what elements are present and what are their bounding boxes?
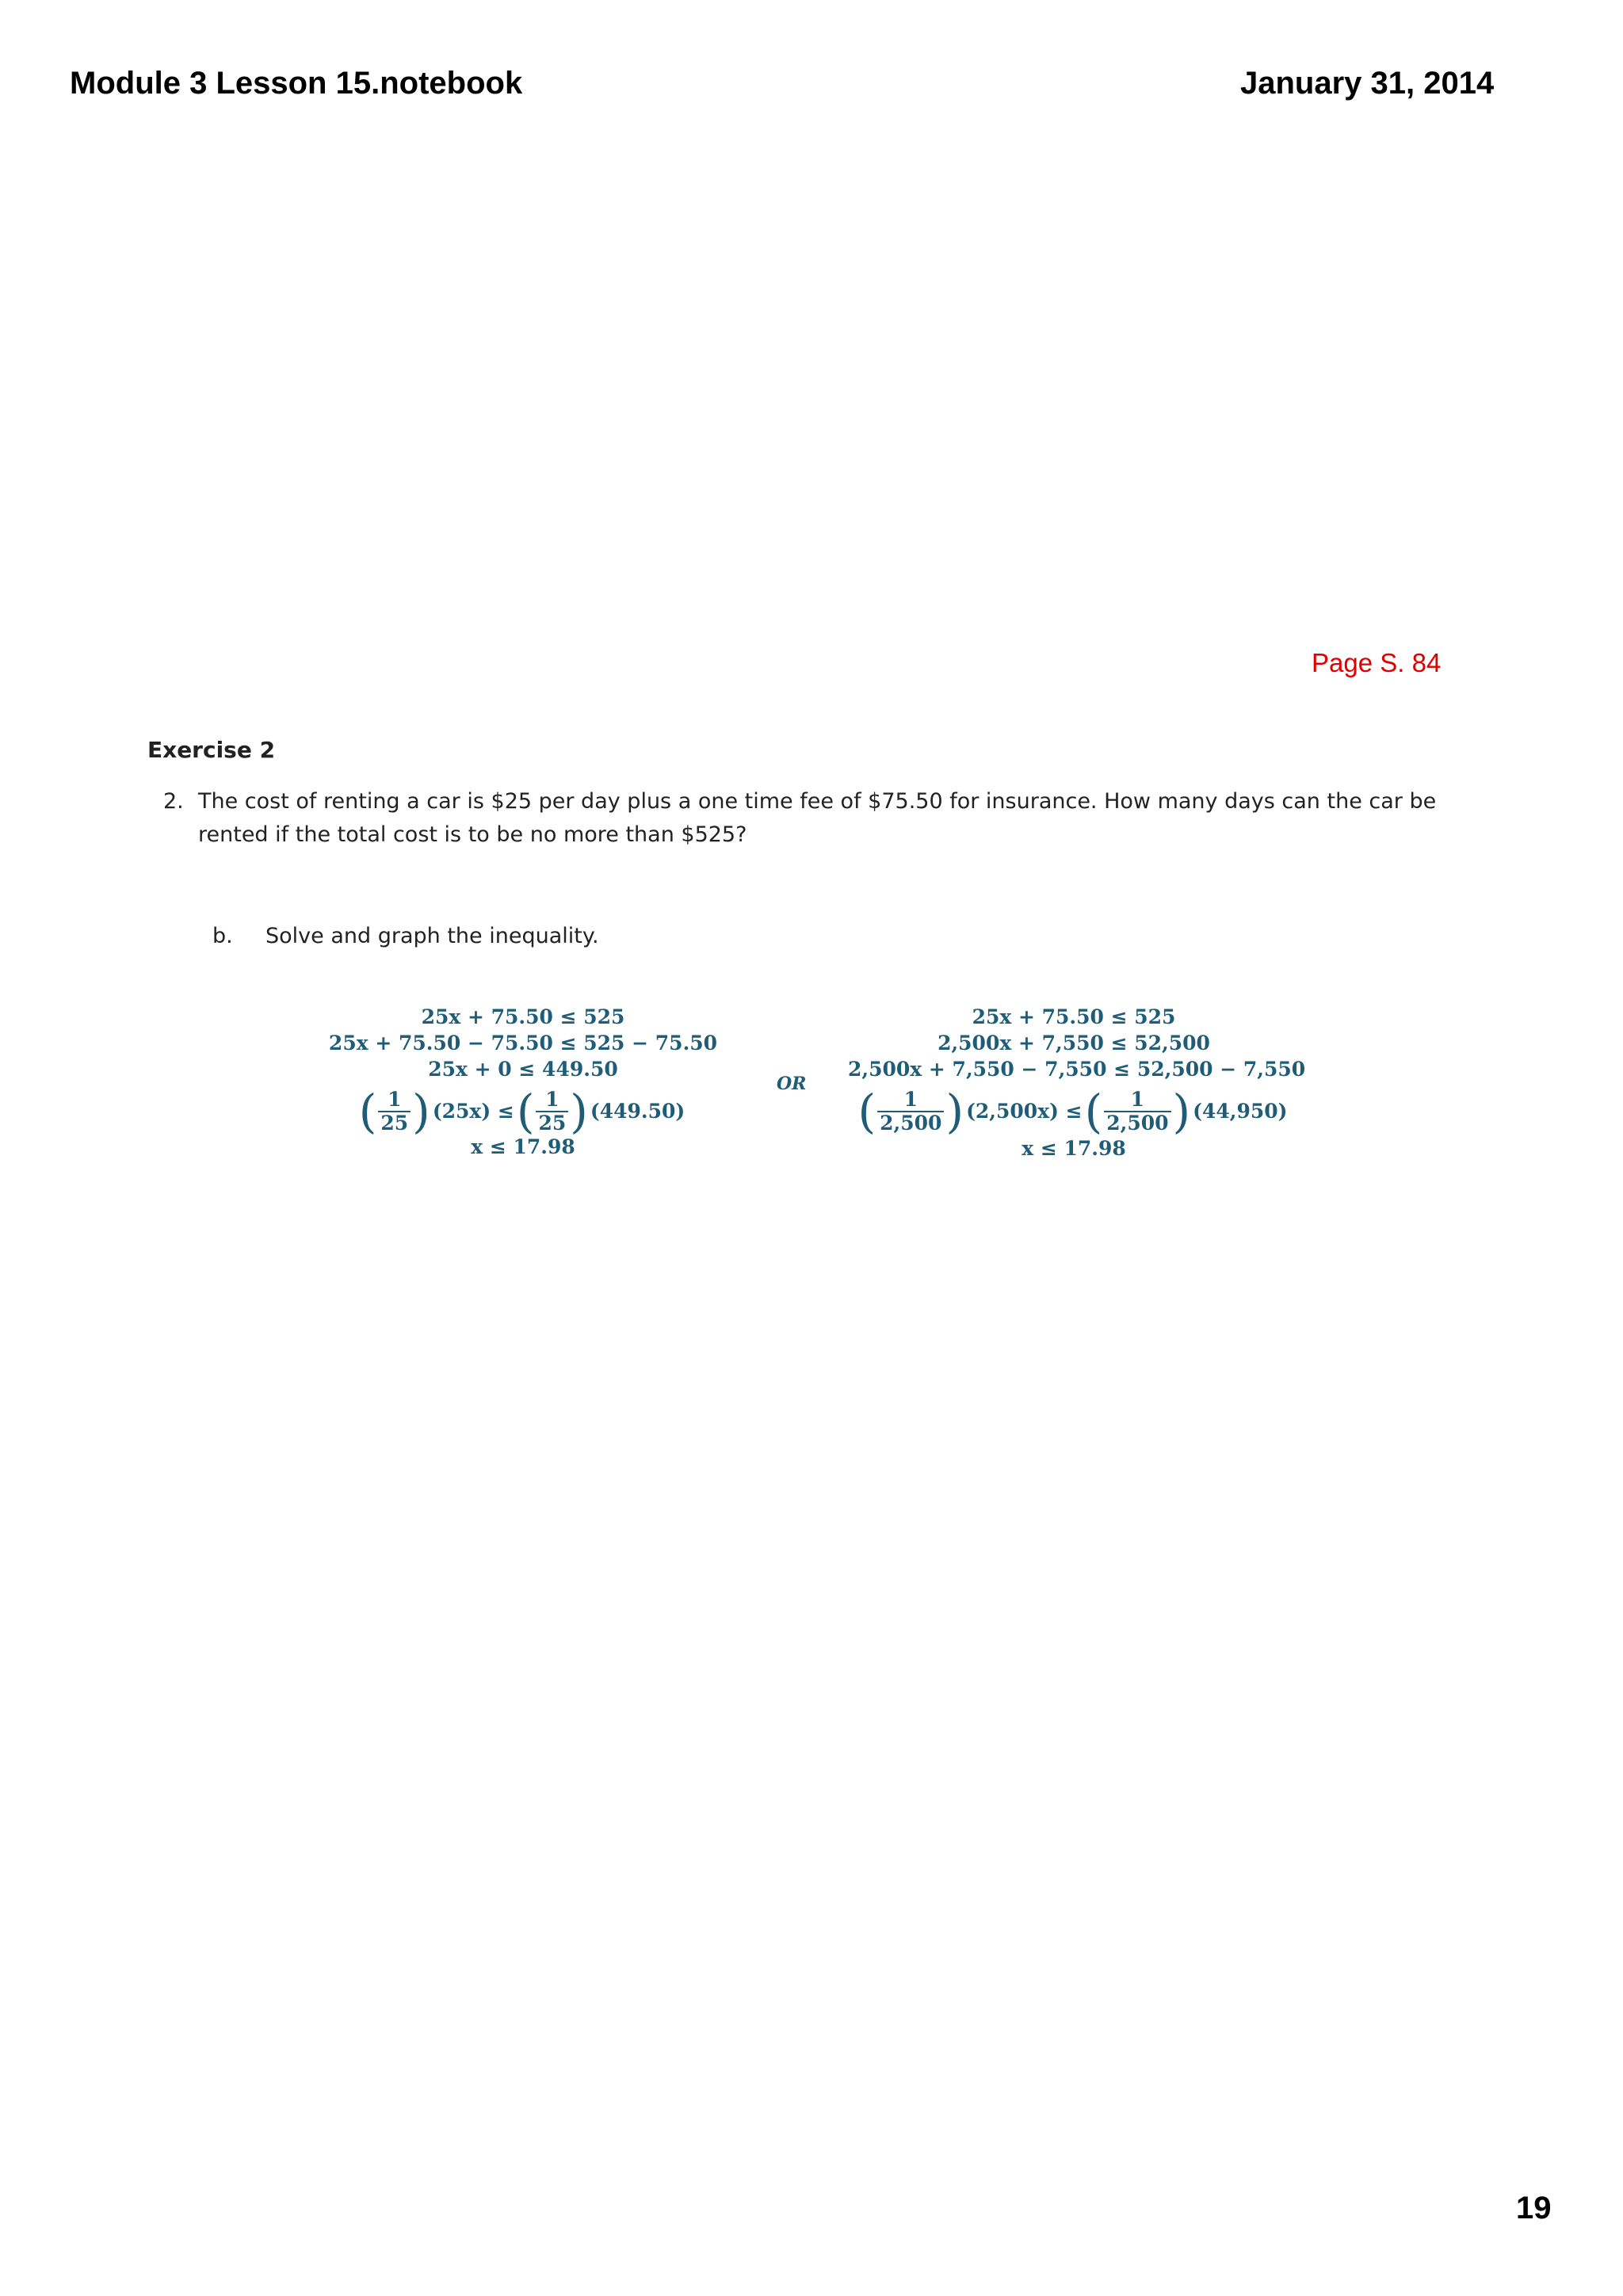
part-instruction: Solve and graph the inequality. [265,924,599,948]
fraction-denominator: 2,500 [877,1111,944,1135]
right-step-4-middle: (2,500x) ≤ [966,1100,1083,1123]
page-number: 19 [1516,2191,1552,2225]
question-number: 2. [163,789,184,814]
or-separator: OR [777,1074,807,1094]
question-text-line-1: The cost of renting a car is $25 per day plus a one time fee of $75.50 for insurance. How many days can the car be [198,789,1437,814]
left-step-1: 25x + 75.50 ≤ 525 [421,1005,625,1028]
right-step-3: 2,500x + 7,550 − 7,550 ≤ 52,500 − 7,550 [848,1058,1306,1081]
fraction-numerator: 1 [1130,1088,1145,1111]
left-step-4-end: (449.50) [590,1100,685,1123]
right-step-4-end: (44,950) [1193,1100,1288,1123]
left-result: x ≤ 17.98 [471,1135,575,1158]
right-fraction-2 [1104,1089,1170,1135]
left-step-3: 25x + 0 ≤ 449.50 [428,1058,618,1081]
fraction-numerator: 1 [903,1088,918,1111]
fraction-denominator: 25 [378,1111,411,1135]
exercise-heading: Exercise 2 [147,737,276,763]
fraction-numerator: 1 [545,1088,559,1111]
fraction-denominator: 25 [536,1111,568,1135]
fraction-denominator: 2,500 [1104,1111,1170,1135]
left-fraction-2 [536,1089,568,1135]
right-step-1: 25x + 75.50 ≤ 525 [972,1005,1176,1028]
document-title: Module 3 Lesson 15.notebook [70,66,523,101]
left-step-4-middle: (25x) ≤ [432,1100,514,1123]
document-date: January 31, 2014 [1240,66,1495,101]
question-text-line-2: rented if the total cost is to be no more than $525? [198,822,747,847]
fraction-numerator: 1 [388,1088,402,1111]
left-step-2: 25x + 75.50 − 75.50 ≤ 525 − 75.50 [328,1032,718,1055]
part-label: b. [212,924,233,948]
left-step-4: ( $\frac{1}{25}$ ) (25x) ≤ ( $\frac{1}{25}$ ) (449.50) [317,1084,729,1139]
right-result: x ≤ 17.98 [1022,1137,1126,1160]
page-reference: Page S. 84 [1312,648,1442,677]
right-fraction-1 [877,1089,944,1135]
left-fraction-1 [378,1089,411,1135]
right-step-4: ( $\frac{1}{2,500}$ ) (2,500x) ≤ ( $\frac{1}{2,500}$ ) (44,950) [848,1084,1300,1139]
right-step-2: 2,500x + 7,550 ≤ 52,500 [938,1032,1210,1055]
